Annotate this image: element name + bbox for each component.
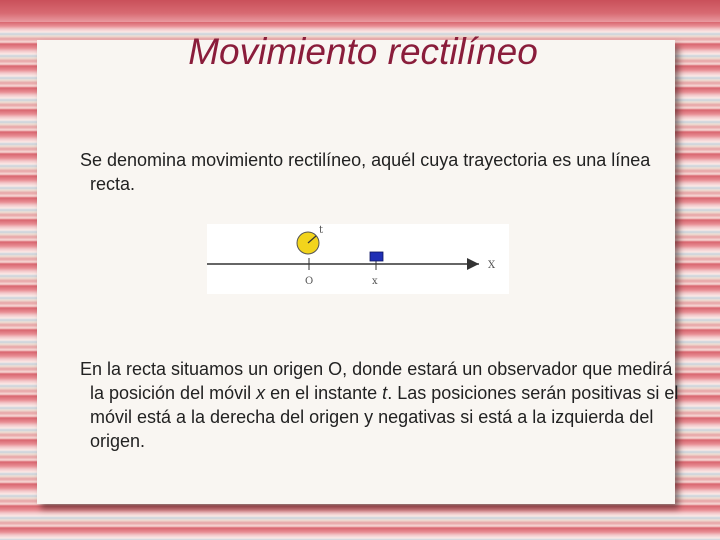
mobile-box [370, 252, 383, 261]
position-diagram [207, 224, 509, 294]
variable-t: t [382, 383, 388, 403]
variable-x: x [256, 383, 266, 403]
paragraph-definition: Se denomina movimiento rectilíneo, aquél cuya trayectoria es una línea recta. [80, 150, 651, 194]
position-label: x [372, 276, 378, 287]
paragraph-origin-part-2: en el instante [265, 383, 383, 403]
paragraph-origin-part-3: . Las posiciones serán positivas si el móvil está a la derecha del origen y negativas si está a la izquierda del origen. [90, 383, 679, 451]
x-axis-arrowhead [467, 258, 479, 270]
axis-label: X [488, 260, 496, 271]
decorative-top-band [0, 0, 720, 22]
clock-label: t [319, 225, 324, 236]
slide-title: Movimiento rectilíneo [188, 31, 538, 72]
paragraph-origin-part-1: En la recta situamos un origen O, donde estará un observador que medirá la posición del móvil [80, 359, 673, 403]
origin-label: O [305, 276, 314, 287]
paragraph-origin [80, 357, 688, 453]
position-diagram-svg [207, 224, 509, 294]
